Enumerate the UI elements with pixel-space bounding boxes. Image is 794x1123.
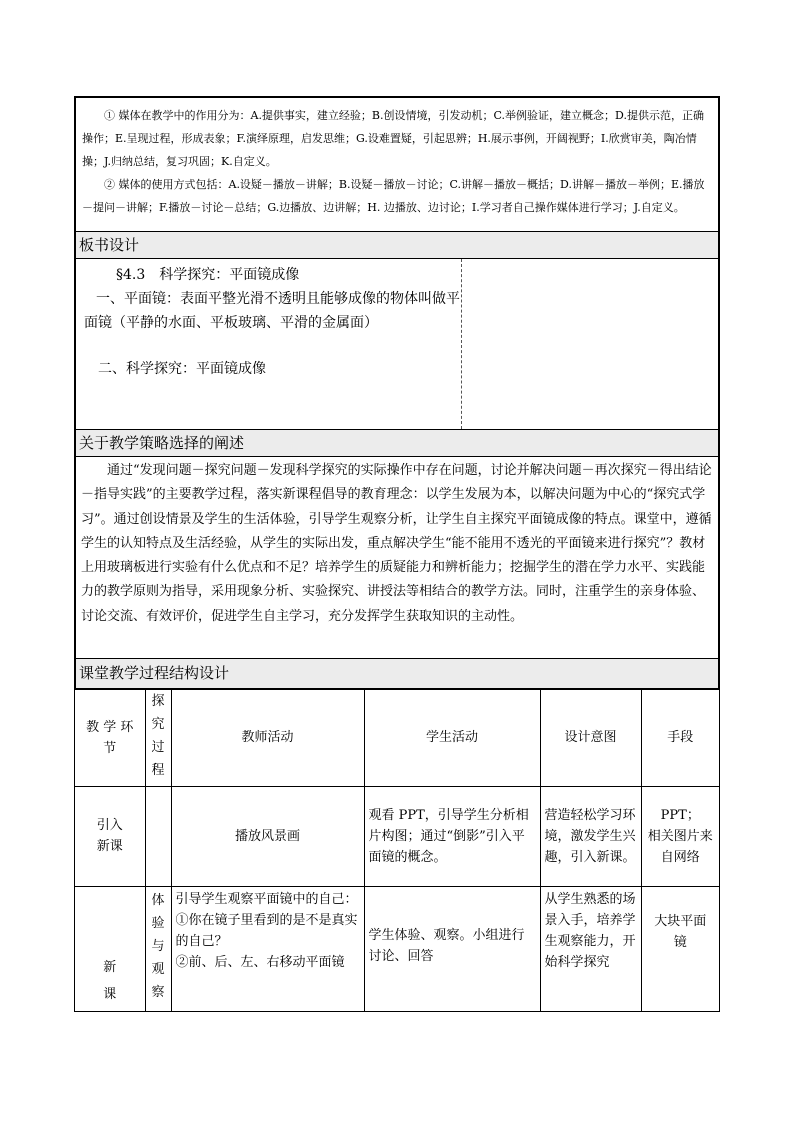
process-table (75, 690, 719, 1011)
stage-label: 课 (103, 986, 117, 1002)
means-text: PPT； (660, 807, 700, 823)
intent-column-header: 设计意图 (540, 690, 641, 786)
student-column-header: 学生活动 (364, 690, 540, 786)
inquiry-header-char: 究 (151, 717, 165, 732)
means-cell (641, 786, 719, 886)
stage-cell (75, 786, 145, 886)
stage-cell (75, 886, 145, 1011)
table-row (75, 886, 719, 1011)
strategy-header: 关于教学策略选择的阐述 (76, 430, 718, 456)
process-table-header-row (75, 690, 719, 786)
inquiry-char: 验 (151, 915, 165, 931)
inquiry-char: 观 (151, 961, 165, 977)
inquiry-cell (145, 786, 171, 886)
intent-cell: 营造轻松学习环境，激发学生兴趣，引入新课。 (540, 786, 641, 886)
inquiry-cell (145, 886, 171, 1011)
table-row (75, 786, 719, 886)
teacher-column-header: 教师活动 (171, 690, 364, 786)
stage-label: 新课 (96, 839, 123, 854)
means-text: 相关图片来自网络 (647, 828, 713, 865)
inquiry-column-header (145, 690, 171, 786)
board-point-2: 二、科学探究：平面镜成像 (98, 361, 266, 377)
board-point-1: 一、平面镜：表面平整光滑不透明且能够成像的物体叫做平面镜（平静的水面、平板玻璃、平滑的金属面） (84, 291, 460, 331)
board-title: §4.3 科学探究：平面镜成像 (116, 267, 300, 283)
teacher-text: ①你在镜子里看到的是不是真实的自己？ (175, 912, 358, 949)
board-design-header: 板书设计 (76, 232, 718, 258)
teacher-cell (171, 886, 364, 1011)
inquiry-char: 体 (151, 892, 165, 908)
media-usage-paragraph: ② 媒体的使用方式包括：A.设疑－播放－讲解；B.设疑－播放－讨论；C.讲解－播放－概括；D.讲解－播放－举例；E.播放－提问－讲解；F.播放－讨论－总结；G.边播放、边讲解；H. 边播放、边讨论；I.学习者自己操作媒体进行学习；J.自定义。 (82, 178, 705, 214)
inquiry-header-char: 探 (151, 694, 165, 709)
stage-label: 新 (103, 959, 117, 975)
process-table-wrapper (74, 690, 720, 1012)
media-notes-cell (76, 98, 718, 237)
dashed-divider (461, 259, 462, 429)
means-text: 大块平面 (654, 913, 707, 929)
means-text: 镜 (673, 934, 687, 950)
means-column-header: 手段 (641, 690, 719, 786)
board-design-cell (76, 259, 718, 429)
means-cell (641, 886, 719, 1011)
inquiry-char: 察 (151, 984, 165, 1000)
student-cell: 学生体验、观察。小组进行讨论、回答 (364, 886, 540, 1011)
intent-cell: 从学生熟悉的场景入手，培养学生观察能力，开始科学探究 (540, 886, 641, 1011)
teacher-text: ②前、后、左、右移动平面镜 (175, 954, 345, 970)
teacher-text: 引导学生观察平面镜中的自己： (175, 891, 358, 907)
process-header: 课堂教学过程结构设计 (76, 659, 718, 688)
inquiry-header-char: 程 (151, 763, 165, 778)
inquiry-char: 与 (151, 938, 165, 954)
stage-label: 引入 (96, 818, 123, 833)
student-cell: 观看 PPT，引导学生分析相片构图；通过“倒影”引入平面镜的概念。 (364, 786, 540, 886)
media-roles-paragraph: ① 媒体在教学中的作用分为：A.提供事实，建立经验；B.创设情境，引发动机；C.举例验证，建立概念；D.提供示范，正确操作；E.呈现过程，形成表象；F.演绎原理，启发思维；G.设难置疑，引起思辨；H.展示事例，开阔视野；I.欣赏审美，陶冶情操；J.归纳总结，复习巩固；K.自定义。 (82, 109, 704, 168)
strategy-text: 通过“发现问题－探究问题－发现科学探究的实际操作中存在问题，讨论并解决问题－再次探究－得出结论－指导实践”的主要教学过程，落实新课程倡导的教育理念：以学生发展为本，以解决问题为中心的“探究式学习”。通过创设情景及学生的生活体验，引导学生观察分析，让学生自主探究平面镜成像的特点。课堂中，遵循学生的认知特点及生活经验，从学生的实际出发，重点解决学生“能不能用不透光的平面镜来进行探究”？教材上用玻璃板进行实验有什么优点和不足？培养学生的质疑能力和辨析能力；挖掘学生的潜在学力水平、实践能力的教学原则为指导，采用现象分析、实验探究、讲授法等相结合的教学方法。同时，注重学生的亲身体验、讨论交流、有效评价，促进学生自主学习，充分发挥学生获取知识的主动性。 (81, 463, 712, 624)
inquiry-header-char: 过 (151, 740, 165, 755)
stage-column-header: 教 学 环 节 (75, 690, 145, 786)
board-design-content (76, 259, 461, 429)
lesson-plan-upper-table (74, 96, 720, 690)
teacher-cell: 播放风景画 (171, 786, 364, 886)
